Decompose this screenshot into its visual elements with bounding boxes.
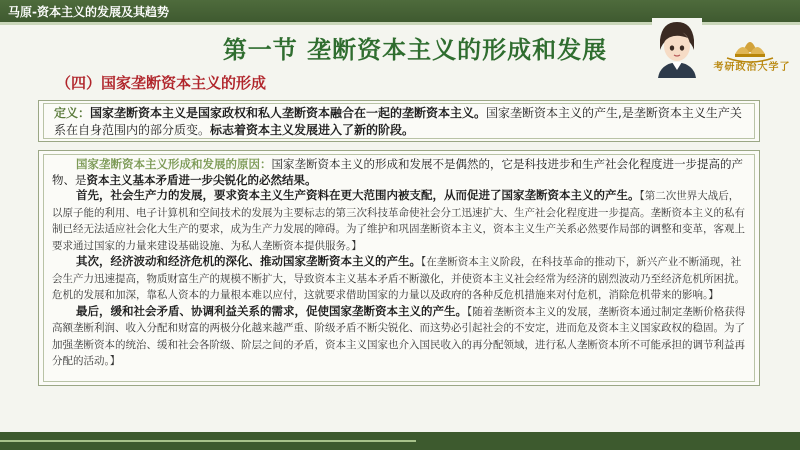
course-title: 马原-资本主义的发展及其趋势: [8, 5, 169, 19]
definition-normal: 国家垄断资本主义的产生,是垄断资本主义生产关系在自身范围内的部分质变。: [54, 106, 742, 137]
causes-intro: [52, 157, 748, 188]
logo-text: 考研政治大学了: [713, 62, 791, 73]
causes-intro-normal: 国家垄断资本主义的形成和发展不是偶然的，它是科技进步和生产社会化程度进一步提高的产物、是: [52, 157, 743, 187]
cause-point-3: [52, 304, 748, 370]
causes-box: [38, 150, 760, 386]
definition-label: 定义：: [54, 106, 91, 120]
definition-bold-end: 标志着资本主义发展进入了新的阶段。: [210, 123, 415, 137]
section-title: 第一节 垄断资本主义的形成和发展: [222, 35, 608, 64]
point-2-note: 【在垄断资本主义阶段，在科技革命的推动下，新兴产业不断涌现，社会生产力迅速提高，物质财富生产的规模不断扩大，导致资本主义基本矛盾不断激化，并使资本主义社会经常为经济的剧烈波动乃至经济危机所困扰。危机的发展和加深，靠私人资本的力量根本难以应付，这就要求借助国家的力量以及政府的各种反危机措施来对付危机，消除危机带来的影响。】: [52, 256, 745, 301]
definition-box: [38, 100, 760, 142]
causes-intro-bold: 资本主义基本矛盾进一步尖锐化的必然结果。: [86, 172, 317, 187]
point-1-note: 【第二次世界大战后，以原子能的利用、电子计算机和空间技术的发展为主要标志的第三次科技革命使社会分工迅速扩大、生产社会化程度进一步提高。垄断资本主义的私有制已经无法适应社会化大生产的要求，成为生产力发展的障碍。为了维护和巩固垄断资本主义，资本主义生产关系必然要作局部的调整和变革，客观上要求通过国家的力量来建设基础设施、为私人垄断资本提供服务。】: [52, 190, 745, 252]
definition-bold: 国家垄断资本主义是国家政权和私人垄断资本融合在一起的垄断资本主义。: [90, 106, 487, 120]
point-3-bold: 最后，缓和社会矛盾、协调利益关系的需求，促使国家垄断资本主义的产生。: [76, 303, 467, 318]
point-2-bold: 其次，经济波动和经济危机的深化、推动国家垄断资本主义的产生。: [76, 254, 421, 268]
point-3-note: 【随着垄断资本主义的发展，垄断资本通过制定垄断价格获得高额垄断利润、收入分配和财富的两极分化越来越严重、阶级矛盾不断尖锐化、而这势必引起社会的不安定，进而危及资本主义国家政权的稳固。为了加强垄断资本的统治、缓和社会各阶级、阶层之间的矛盾，资本主义国家也介入国民收入的再分配领域，进行私人垄断资本所不可能承担的调节利益再分配的活动。】: [52, 305, 746, 367]
subheading: （四）国家垄断资本主义的形成: [56, 74, 267, 92]
cause-point-2: [52, 254, 748, 304]
video-progress-bar[interactable]: [0, 440, 416, 442]
avatar-icon: [652, 18, 702, 78]
cause-point-1: [52, 188, 748, 254]
point-1-bold: 首先，社会生产力的发展，要求资本主义生产资料在更大范围内被支配，从而促进了国家垄断资本主义的产生。: [76, 188, 640, 202]
causes-label: 国家垄断资本主义形成和发展的原因：: [76, 157, 272, 171]
